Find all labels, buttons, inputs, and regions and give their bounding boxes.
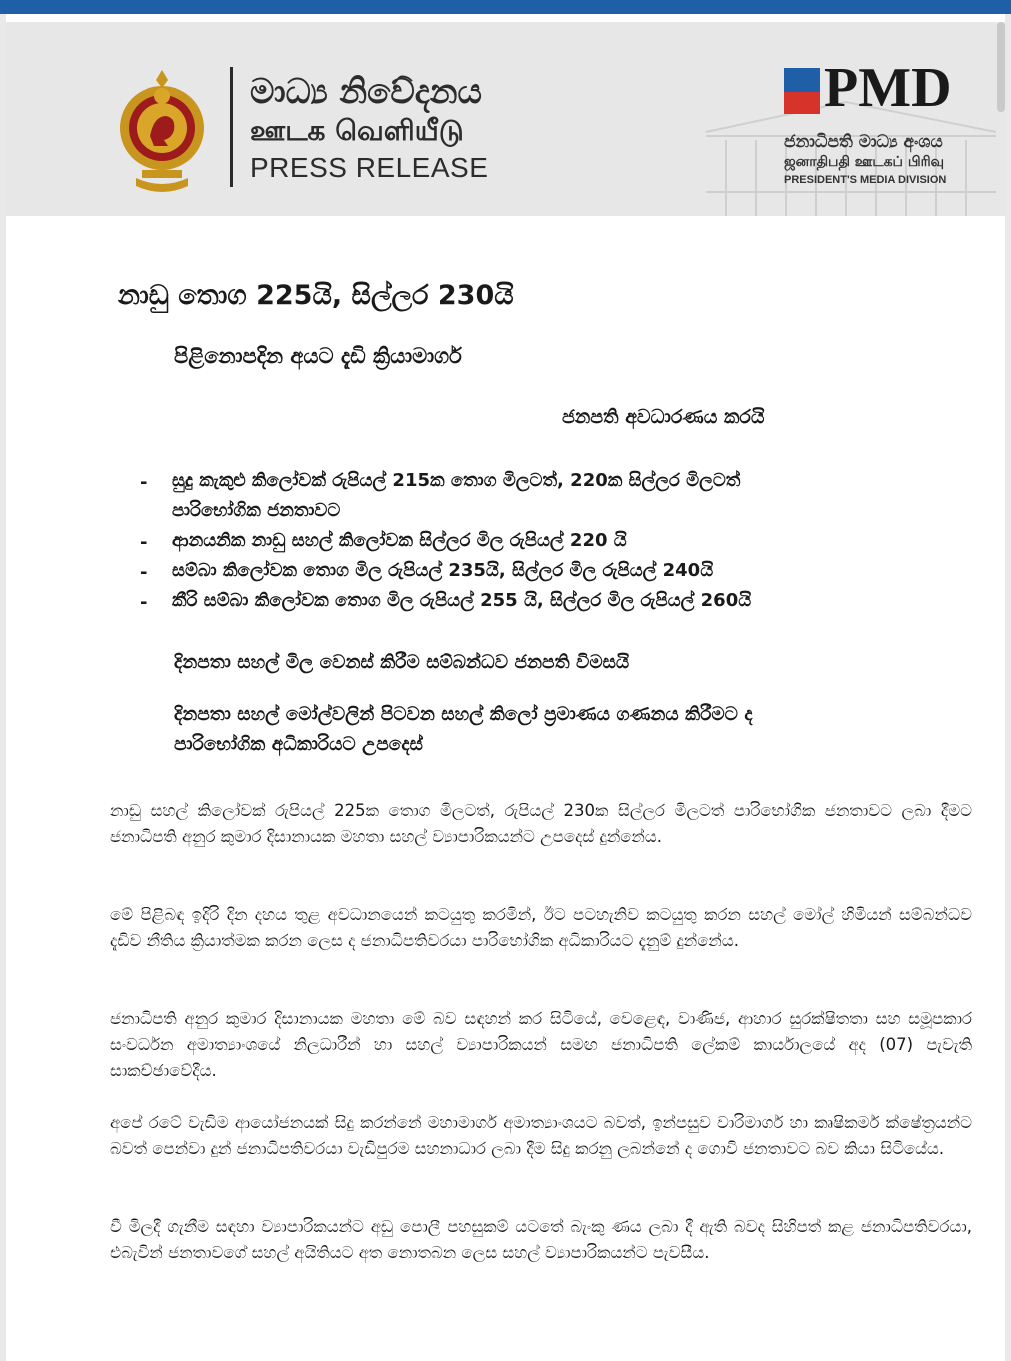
- header-sinhala-title: මාධ්‍ය නිවේදනය: [250, 72, 482, 112]
- pmd-logo-text: PMD: [824, 57, 952, 119]
- scrollbar-thumb[interactable]: [997, 22, 1005, 112]
- sri-lanka-emblem-icon: [116, 66, 208, 196]
- headline: නාඩු තොග 225යි, සිල්ලර 230යි: [118, 280, 514, 311]
- letterhead: [6, 22, 1005, 216]
- section-heading: දිනපතා සහල් මෝල්වලින් පිටවන සහල් කිලෝ ප්‍රමාණය ගණනය කිරීමට ද: [174, 704, 753, 725]
- pmd-sinhala-name: ජනාධිපති මාධ්‍ය අංශය: [784, 132, 943, 152]
- body-paragraph: අපේ රටේ වැඩිම ආයෝජනයක් සිදු කරන්නේ මහාමාර්ග අමාත්‍යාංශයට බවත්, ඉන්පසුව වාරිමාර්ග හා කෘෂිකර්ම ක්ෂේත්‍රයන්ට බවත් පෙන්වා දුන් ජනාධිපතිවරයා වැඩිපුරම සහනාධාර ලබා දීම සිදු කරනු ලබන්නේ ද ගොවි ජනතාවට බව කියා සිටියේය.: [110, 1113, 972, 1158]
- bullet-dash: -: [140, 472, 148, 493]
- bullet-line: කීරි සම්බා කිලෝවක තොග මිල රුපියල් 255 යි, සිල්ලර මිල රුපියල් 260යි: [172, 590, 752, 611]
- pmd-mark-icon: [784, 68, 820, 114]
- press-release-page: [6, 14, 1005, 1361]
- bullet-line: පාරිභෝගික ජනතාවට: [172, 500, 341, 521]
- bullet-dash: -: [140, 532, 148, 553]
- section-heading: දිනපතා සහල් මිල වෙනස් කිරීම සම්බන්ධව ජනපති විමසයි: [174, 652, 630, 673]
- body-paragraph: වී මිලදී ගැනීම සඳහා ව්‍යාපාරිකයන්ට අඩු පොලී පහසුකම් යටතේ බැංකු ණය ලබා දී ඇති බවද සිහිපත් කළ ජනාධිපතිවරයා, එබැවින් ජනතාවගේ සහල් අයිතියට අත නොතබන ලෙස සහල් ව්‍යාපාරිකයන්ට පැවසීය.: [110, 1217, 972, 1262]
- header-english-title: PRESS RELEASE: [250, 152, 489, 183]
- header-divider: [230, 67, 233, 187]
- pmd-tamil-name: ஜனாதிபதி ஊடகப் பிரிவு: [784, 154, 945, 170]
- header-tamil-title: ஊடக வெளியீடு: [250, 114, 464, 147]
- bullet-line: ආනයනික නාඩු සහල් කිලෝවක සිල්ලර මිල රුපියල් 220 යි: [172, 530, 627, 551]
- bullet-dash: -: [140, 562, 148, 583]
- subheadline: පිළිනොපදින අයට දැඩි ක්‍රියාමාර්ග: [174, 344, 462, 368]
- body-paragraph: මේ පිළිබඳ ඉදිරි දින දහය තුළ අවධානයෙන් කටයුතු කරමින්, ඊට පටහැනිව කටයුතු කරන සහල් මෝල් හිමියන් සම්බන්ධව දැඩිව නීතිය ක්‍රියාත්මක කරන ලෙස ද ජනාධිපතිවරයා පාරිභෝගික අධිකාරියට දැනුම් දුන්නේය.: [110, 905, 972, 950]
- bullet-line: සුදු කැකුළු කිලෝවක් රුපියල් 215ක තොග මිලටත්, 220ක සිල්ලර මිලටත්: [172, 470, 741, 491]
- bullet-dash: -: [140, 592, 148, 613]
- pmd-english-name: PRESIDENT'S MEDIA DIVISION: [784, 174, 947, 186]
- body-paragraph: නාඩු සහල් කිලෝවක් රුපියල් 225ක තොග මිලටත්, රුපියල් 230ක සිල්ලර මිලටත් පාරිභෝගික ජනතාවට ලබා දීමට ජනාධිපති අනුර කුමාර දිසානායක මහතා සහල් ව්‍යාපාරිකයන්ට උපදෙස් දුන්නේය.: [110, 801, 972, 846]
- section-heading: පාරිභෝගික අධිකාරියට උපදෙස්: [174, 734, 423, 755]
- body-paragraph: ජනාධිපති අනුර කුමාර දිසානායක මහතා මේ බව සඳහන් කර සිටියේ, වෙළෙඳ, වාණිජ, ආහාර සුරක්ෂිතතා සහ සමූපකාර සංවර්ධන අමාත්‍යාංශයේ නිලධාරීන් හා සහල් ව්‍යාපාරිකයන් සමඟ ජනාධිපති ලේකම් කාර්යාලයේ අද (07) පැවැති සාකච්ඡාවේදීය.: [110, 1009, 972, 1080]
- subheadline-right: ජනපති අවධාරණය කරයි: [562, 406, 765, 428]
- bullet-line: සම්බා කිලෝවක තොග මිල රුපියල් 235යි, සිල්ලර මිල රුපියල් 240යි: [172, 560, 714, 581]
- top-accent-bar: [0, 0, 1011, 14]
